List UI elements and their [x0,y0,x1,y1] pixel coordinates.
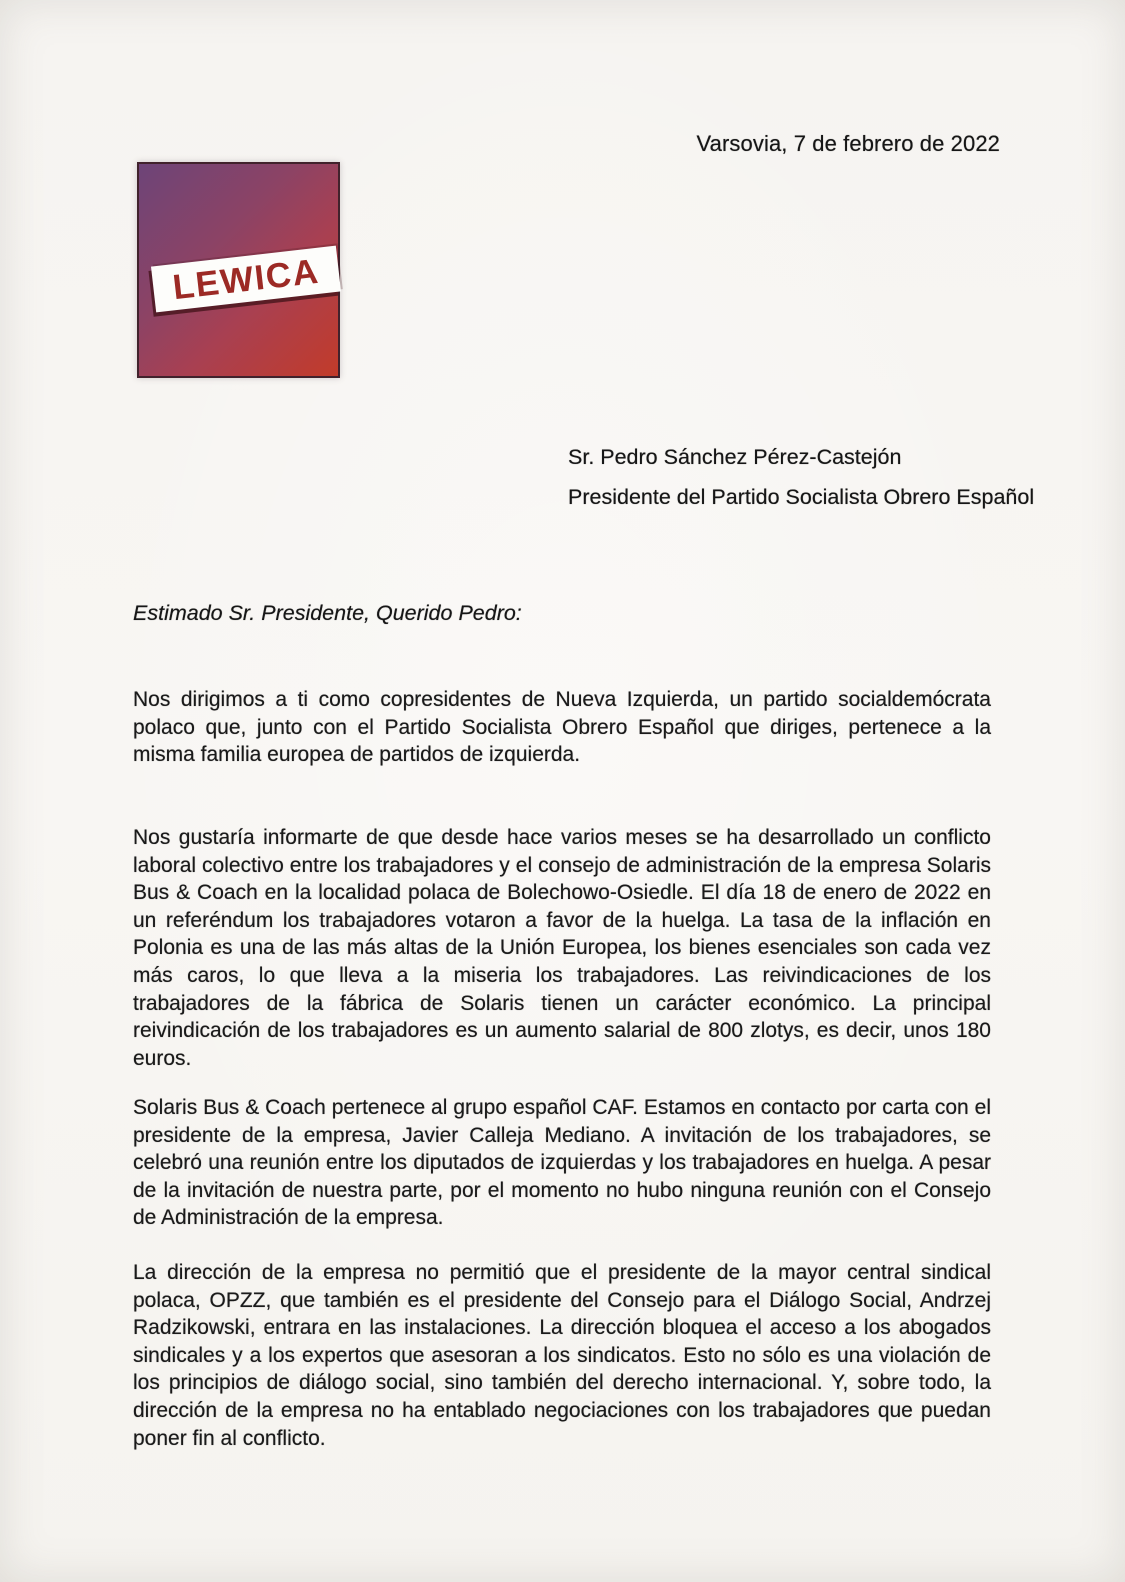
paragraph-caf-contact: Solaris Bus & Coach pertenece al grupo español CAF. Estamos en contacto por carta con el presidente de la empresa, Javier Calleja Mediano. A invitación de los trabajadores, se celebró una reunión entre los diputados de izquierdas y los trabajadores en huelga. A pesar de la invitación de nuestra parte, por el momento no hubo ninguna reunión con el Consejo de Administración de la empresa. [133,1096,991,1230]
lewica-logo [137,162,340,378]
paragraph-introduction: Nos dirigimos a ti como copresidentes de Nueva Izquierda, un partido socialdemócrata polaco que, junto con el Partido Socialista Obrero Español que diriges, pertenece a la misma familia europea de partidos de izquierda. [133,688,991,767]
paragraph-management-criticism: La dirección de la empresa no permitió que el presidente de la mayor central sindical polaca, OPZZ, que también es el presidente del Consejo para el Diálogo Social, Andrzej Radzikowski, entrara en las instalaciones. La dirección bloquea el acceso a los abogados sindicales y a los expertos que asesoran a los sindicatos. Esto no sólo es una violación de los principios de diálogo social, sino también del derecho internacional. Y, sobre todo, la dirección de la empresa no ha entablado negociaciones con los trabajadores que puedan poner fin al conflicto. [133,1261,991,1450]
date-line: Varsovia, 7 de febrero de 2022 [696,131,1000,156]
recipient-name: Sr. Pedro Sánchez Pérez-Castejón [568,445,902,469]
recipient-title: Presidente del Partido Socialista Obrero Español [568,485,1035,509]
recipient-block [568,437,1034,517]
paragraph-conflict-description: Nos gustaría informarte de que desde hace varios meses se ha desarrollado un conflicto laboral colectivo entre los trabajadores y el consejo de administración de la empresa Solaris Bus & Coach en la localidad polaca de Bolechowo-Osiedle. El día 18 de enero de 2022 en un referéndum los trabajadores votaron a favor de la huelga. La tasa de la inflación en Polonia es una de las más altas de la Unión Europea, los bienes esenciales son cada vez más caros, lo que lleva a la miseria los trabajadores. Las reivindicaciones de los trabajadores de la fábrica de Solaris tienen un carácter económico. La principal reivindicación de los trabajadores es un aumento salarial de 800 zlotys, es decir, unos 180 euros. [133,826,991,1070]
salutation-line: Estimado Sr. Presidente, Querido Pedro: [133,601,522,625]
lewica-logo-text: LEWICA [170,251,322,307]
lewica-logo-banner [151,246,341,313]
